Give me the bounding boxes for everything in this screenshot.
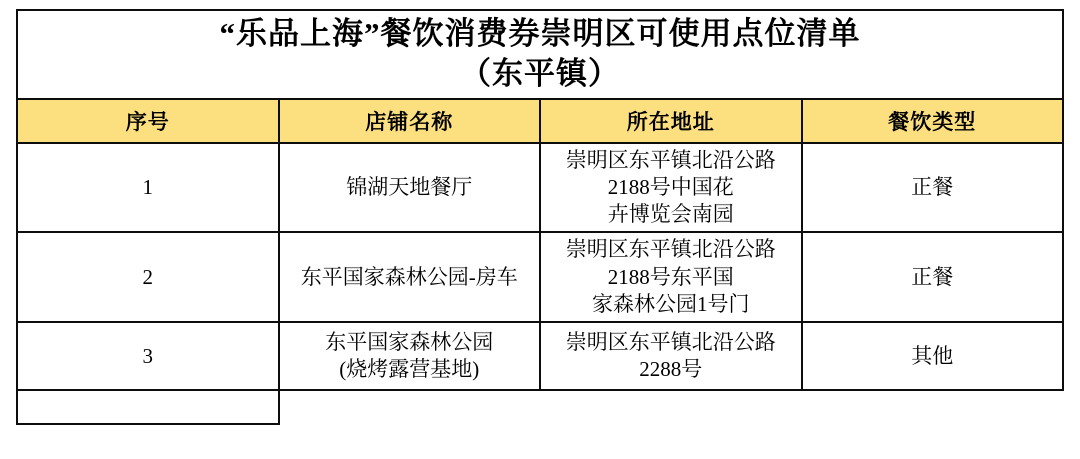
table-row bbox=[17, 322, 1063, 390]
store-address bbox=[540, 322, 802, 390]
column-header-no: 序号 bbox=[17, 99, 279, 143]
store-name-empty bbox=[279, 390, 541, 424]
document-title bbox=[17, 10, 1063, 99]
dining-type: 正餐 bbox=[802, 143, 1064, 233]
store-address bbox=[540, 232, 802, 322]
dining-type: 正餐 bbox=[802, 232, 1064, 322]
store-address-empty bbox=[540, 390, 802, 424]
store-name bbox=[279, 143, 541, 233]
column-header-store: 店铺名称 bbox=[279, 99, 541, 143]
title-line-2: （东平镇） bbox=[460, 56, 620, 92]
address-line: 崇明区东平镇北沿公路2188号东平国 bbox=[565, 237, 776, 289]
header-row bbox=[17, 99, 1063, 143]
title-line-1: “乐品上海”餐饮消费券崇明区可使用点位清单 bbox=[219, 16, 861, 51]
title-row bbox=[17, 10, 1063, 99]
store-name bbox=[279, 232, 541, 322]
store-name bbox=[279, 322, 541, 390]
row-number: 1 bbox=[17, 143, 279, 233]
dining-type: 其他 bbox=[802, 322, 1064, 390]
row-number: 2 bbox=[17, 232, 279, 322]
table-head bbox=[17, 10, 1063, 143]
table-row-empty bbox=[17, 390, 1063, 424]
store-name-line: (烧烤露营基地) bbox=[339, 357, 480, 382]
table-row bbox=[17, 232, 1063, 322]
address-line: 卉博览会南园 bbox=[607, 202, 734, 227]
column-header-address: 所在地址 bbox=[540, 99, 802, 143]
table-body bbox=[17, 143, 1063, 425]
row-number-empty bbox=[17, 390, 279, 424]
address-line: 崇明区东平镇北沿公路2288号 bbox=[565, 330, 776, 382]
address-line: 家森林公园1号门 bbox=[592, 292, 750, 317]
venue-list-table bbox=[16, 9, 1064, 425]
store-name-line: 锦湖天地餐厅 bbox=[346, 174, 473, 199]
store-name-line: 东平国家森林公园-房车 bbox=[300, 264, 518, 289]
store-name-line: 东平国家森林公园 bbox=[325, 330, 494, 355]
address-line: 崇明区东平镇北沿公路2188号中国花 bbox=[565, 147, 776, 199]
row-number: 3 bbox=[17, 322, 279, 390]
store-address bbox=[540, 143, 802, 233]
table-row bbox=[17, 143, 1063, 233]
dining-type-empty bbox=[802, 390, 1064, 424]
column-header-type: 餐饮类型 bbox=[802, 99, 1064, 143]
